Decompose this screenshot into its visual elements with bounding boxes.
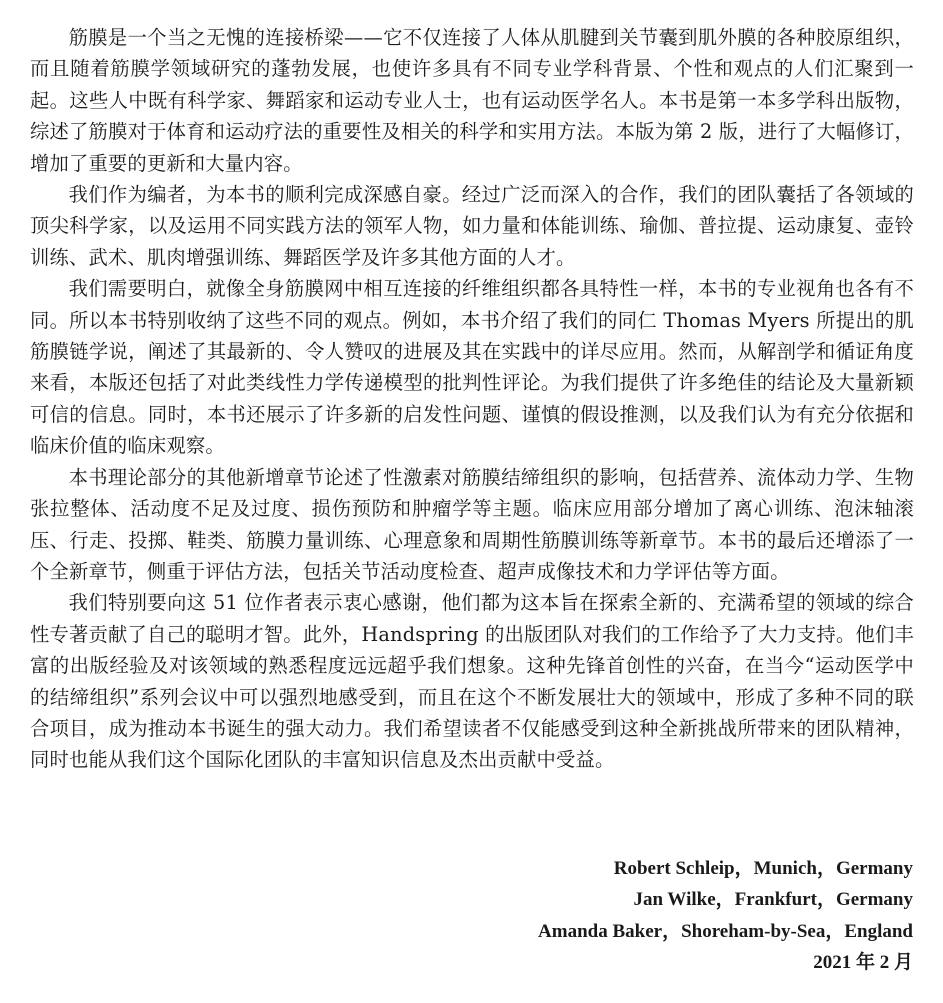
editor-signature-schleip: Robert Schleip，Munich，Germany xyxy=(613,858,913,879)
paragraph-4: 本书理论部分的其他新增章节论述了性激素对筋膜结缔组织的影响，包括营养、流体动力学、生物张拉整体、活动度不足及过度、损伤预防和肿瘤学等主题。临床应用部分增加了离心训练、泡沫轴滚压、行走、投掷、鞋类、筋膜力量训练、心理意象和周期性筋膜训练等新章节。本书的最后还增添了一个全新章节，侧重于评估方法，包括关节活动度检查、超声成像技术和力学评估等方面。 xyxy=(30,465,914,583)
preface-body xyxy=(30,22,914,776)
paragraph-2: 我们作为编者，为本书的顺利完成深感自豪。经过广泛而深入的合作，我们的团队囊括了各领域的顶尖科学家，以及运用不同实践方法的领军人物，如力量和体能训练、瑜伽、普拉提、运动康复、壶铃训练、武术、肌肉增强训练、舞蹈医学及许多其他方面的人才。 xyxy=(30,183,914,269)
editor-signature-baker: Amanda Baker，Shoreham-by-Sea，England xyxy=(538,920,913,942)
signature-block xyxy=(538,853,913,979)
paragraph-3: 我们需要明白，就像全身筋膜网中相互连接的纤维组织都各具特性一样，本书的专业视角也各有不同。所以本书特别收纳了这些不同的观点。例如，本书介绍了我们的同仁 Thomas Myers 所提出的肌筋膜链学说，阐述了其最新的、令人赞叹的进展及其在实践中的详尽应用。然而，从解剖学和循证角度来看，本版还包括了对此类线性力学传递模型的批判性评论。为我们提供了许多绝佳的结论及大量新颖可信的信息。同时，本书还展示了许多新的启发性问题、谨慎的假设推测，以及我们认为有充分依据和临床价值的临床观察。 xyxy=(30,277,914,458)
editor-signature-wilke: Jan Wilke，Frankfurt，Germany xyxy=(633,889,913,911)
paragraph-1: 筋膜是一个当之无愧的连接桥梁——它不仅连接了人体从肌腱到关节囊到肌外膜的各种胶原组织，而且随着筋膜学领域研究的蓬勃发展，也使许多具有不同专业学科背景、个性和观点的人们汇聚到一起。这些人中既有科学家、舞蹈家和运动专业人士，也有运动医学名人。本书是第一本多学科出版物，综述了筋膜对于体育和运动疗法的重要性及相关的科学和实用方法。本版为第 2 版，进行了大幅修订，增加了重要的更新和大量内容。 xyxy=(30,26,914,175)
signature-date: 2021 年 2 月 xyxy=(813,952,913,974)
paragraph-5: 我们特别要向这 51 位作者表示衷心感谢，他们都为这本旨在探索全新的、充满希望的领域的综合性专著贡献了自己的聪明才智。此外，Handspring 的出版团队对我们的工作给予了大力支持。他们丰富的出版经验及对该领域的熟悉程度远远超乎我们想象。这种先锋首创性的兴奋，在当今“运动医学中的结缔组织”系列会议中可以强烈地感受到，而且在这个不断发展壮大的领域中，形成了多种不同的联合项目，成为推动本书诞生的强大动力。我们希望读者不仅能感受到这种全新挑战所带来的团队精神，同时也能从我们这个国际化团队的丰富知识信息及杰出贡献中受益。 xyxy=(30,591,914,772)
